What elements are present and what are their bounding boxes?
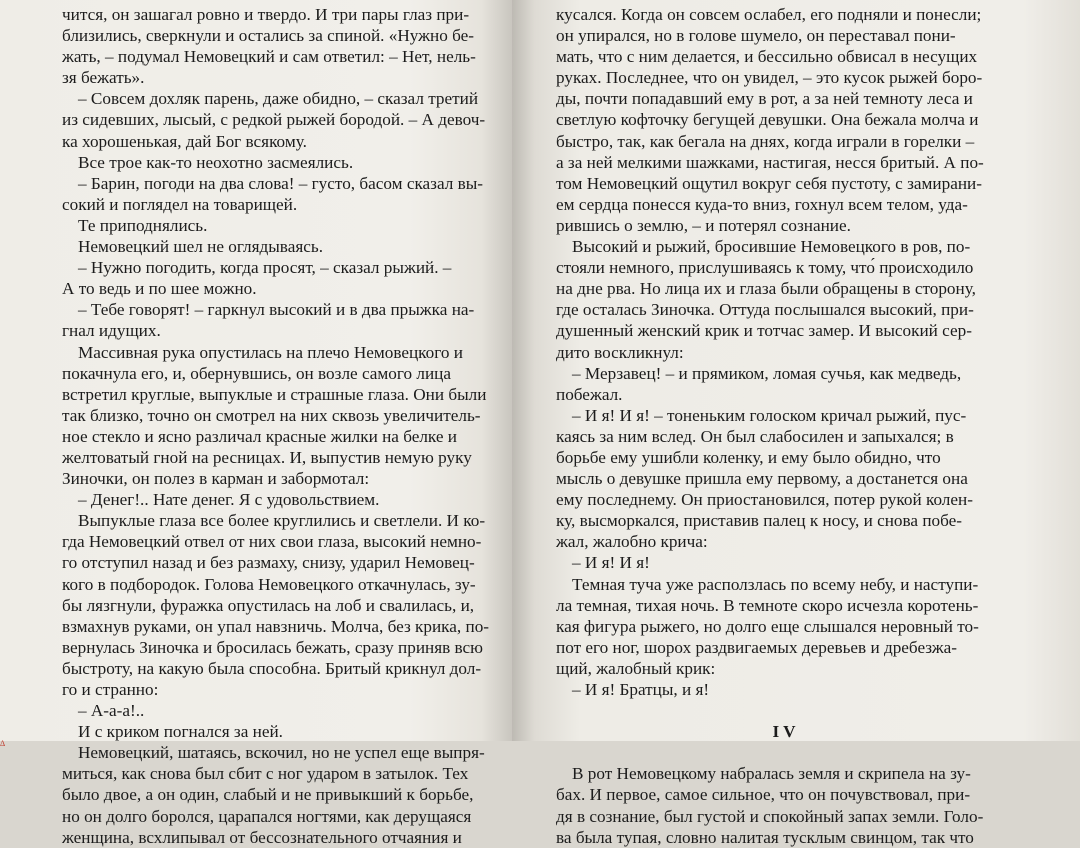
text-line: Выпуклые глаза все более круглились и светлели. И ко- [78,511,486,531]
text-line: – Тебе говорят! – гаркнул высокий и в два прыжка на- [78,300,475,320]
text-line: – И я! Братцы, и я! [572,680,710,699]
text-line: Массивная рука опустилась на плечо Немовецкого и [78,342,463,362]
text-line: – Барин, погоди на два слова! – густо, басом сказал вы- [78,173,483,193]
text-line: ку, высморкался, приставив палец к носу, и снова побе- [556,511,963,531]
text-line: ла темная, тихая ночь. В темноте скоро исчезла коротень- [556,595,979,615]
corner-mark: Δ [0,739,6,748]
text-line: дя в сознание, был густой и спокойный запах земли. Голо- [556,806,984,826]
text-line: кого в подбородок. Голова Немовецкого откачнулась, зу- [62,574,476,594]
text-line: Немовецкий шел не оглядываясь. [78,237,323,257]
text-line: ем сердца понесся куда-то вниз, гохнул всем телом, уда- [556,194,968,214]
text-line: щий, жалобный крик: [556,658,716,678]
right-page [512,0,1080,847]
text-line: быстроту, на какую была способна. Бритый крикнул дол- [62,658,482,678]
text-line: так близко, точно он смотрел на них сквозь увеличитель- [62,405,481,425]
text-line: А то ведь и по шее можно. [62,279,257,299]
text-line: мать, что с ним делается, и бессильно обвисал в несущих [556,47,978,67]
text-line: Немовецкий, шатаясь, вскочил, но не успел еще выпря- [78,743,485,763]
chapter-heading: IV [772,722,800,742]
text-line: быстро, так, как бегала на днях, когда играли в горелки – [556,131,975,151]
text-line: – Мерзавец! – и прямиком, ломая сучья, как медведь, [572,363,962,383]
text-line: гда Немовецкий отвел от них свои глаза, высокий немно- [62,532,482,552]
text-line: а за ней мелкими шажками, настигая, несся бритый. А по- [556,152,984,172]
text-line: го отступил назад и без размаху, снизу, ударил Немовец- [62,553,475,573]
text-line: го и странно: [62,680,159,699]
text-line: пот его ног, шорох раздвигаемых деревьев и дребезжа- [556,637,957,657]
text-line: В рот Немовецкому набралась земля и скрипела на зу- [572,764,971,784]
text-line: ка хорошенькая, дай Бог всякому. [62,131,307,151]
text-line: взмахнув руками, он упал навзничь. Молча, без крика, по- [62,616,490,636]
spacer [556,742,1016,763]
text-line: ды, почти попадавший ему в рот, а за ней темноту леса и [556,89,973,109]
spacer [556,700,1016,721]
text-line: миться, как снова был сбит с ног ударом в затылок. Тех [62,764,469,784]
text-line: светлую кофточку бегущей девушки. Она бежала молча и [556,110,979,130]
text-line: покачнула его, и, обернувшись, он возле самого лица [62,363,451,383]
text-line: жал, жалобно крича: [556,532,708,552]
right-page-text [556,4,1016,848]
text-line: Темная туча уже расползлась по всему небу, и наступи- [572,574,979,594]
text-line: встретил круглые, выпуклые и страшные глаза. Они были [62,384,487,404]
text-line: бы лязгнули, фуражка опустилась на лоб и свалилась, и, [62,595,475,615]
text-line: руках. Последнее, что он увидел, – это кусок рыжей боро- [556,68,983,88]
text-line: том Немовецкий ощутил вокруг себя пустоту, с замирани- [556,173,982,193]
text-line: на дне рва. Но лица их и глаза были обращены в сторону, [556,279,976,299]
text-line: ему последнему. Он приостановился, потер рукой колен- [556,490,973,510]
text-line: зя бежать». [62,68,145,88]
text-line: жать, – подумал Немовецкий и сам ответил: – Нет, нель- [62,47,476,67]
text-line: мысль о девушке пришла ему первому, а достанется она [556,469,968,489]
text-line: гнал идущих. [62,321,161,341]
text-line: Высокий и рыжий, бросившие Немовецкого в ров, по- [572,237,971,257]
text-line: дито воскликнул: [556,342,684,362]
text-line: близились, сверкнули и остались за спиной. «Нужно бе- [62,26,474,46]
text-line: – Денег!.. Нате денег. Я с удовольствием. [78,490,380,510]
text-line: сокий и поглядел на товарищей. [62,194,298,214]
text-line: Те приподнялись. [78,215,208,235]
text-line: из сидевших, лысый, с редкой рыжей бородой. – А девоч- [62,110,486,130]
text-line: кусался. Когда он совсем ослабел, его подняли и понесли; [556,5,982,24]
text-line: чится, он зашагал ровно и твердо. И три пары глаз при- [62,5,470,24]
text-line: где осталась Зиночка. Оттуда послышался высокий, при- [556,300,974,320]
text-line: душенный женский крик и тотчас замер. И высокий сер- [556,321,972,341]
text-line: женщина, всхлипывал от бессознательного отчаяния и [62,827,462,847]
text-line: кая фигура рыжего, но долго еще слышался неровный то- [556,616,979,636]
left-page [0,0,512,847]
text-line: вернулась Зиночка и бросилась бежать, сразу приняв всю [62,637,484,657]
text-line: рившись о землю, – и потерял сознание. [556,215,851,235]
text-line: Зиночки, он полез в карман и забормотал: [62,469,370,489]
text-line: ное стекло и ясно различал красные жилки на белке и [62,426,457,446]
text-line: – А-а-а!.. [78,701,145,721]
text-line: – Совсем дохляк парень, даже обидно, – сказал третий [78,89,479,109]
text-line: было двое, а он один, слабый и не привыкший к борьбе, [62,785,474,805]
text-line: Все трое как-то неохотно засмеялись. [78,152,354,172]
text-line: ва была тупая, словно налитая тусклым свинцом, так что [556,827,974,847]
left-page-text [62,4,490,848]
text-line: желтоватый гной на ресницах. И, выпустив немую руку [62,447,472,467]
text-line: – Нужно погодить, когда просят, – сказал рыжий. – [78,258,452,278]
text-line: – И я! И я! [572,553,650,573]
text-line: И с криком погнался за ней. [78,722,283,742]
text-line: побежал. [556,384,623,404]
text-line: борьбе ему ушибли коленку, и ему было обидно, что [556,447,941,467]
text-line: но он долго боролся, царапался ногтями, как дерущаяся [62,806,472,826]
text-line: – И я! И я! – тоненьким голоском кричал рыжий, пус- [572,405,967,425]
text-line: каясь за ним вслед. Он был слабосилен и запыхался; в [556,426,954,446]
text-line: бах. И первое, самое сильное, что он почувствовал, при- [556,785,971,805]
text-line: стояли немного, прислушиваясь к тому, что́ происходило [556,258,974,278]
text-line: он упирался, но в голове шумело, он переставал пони- [556,26,956,46]
